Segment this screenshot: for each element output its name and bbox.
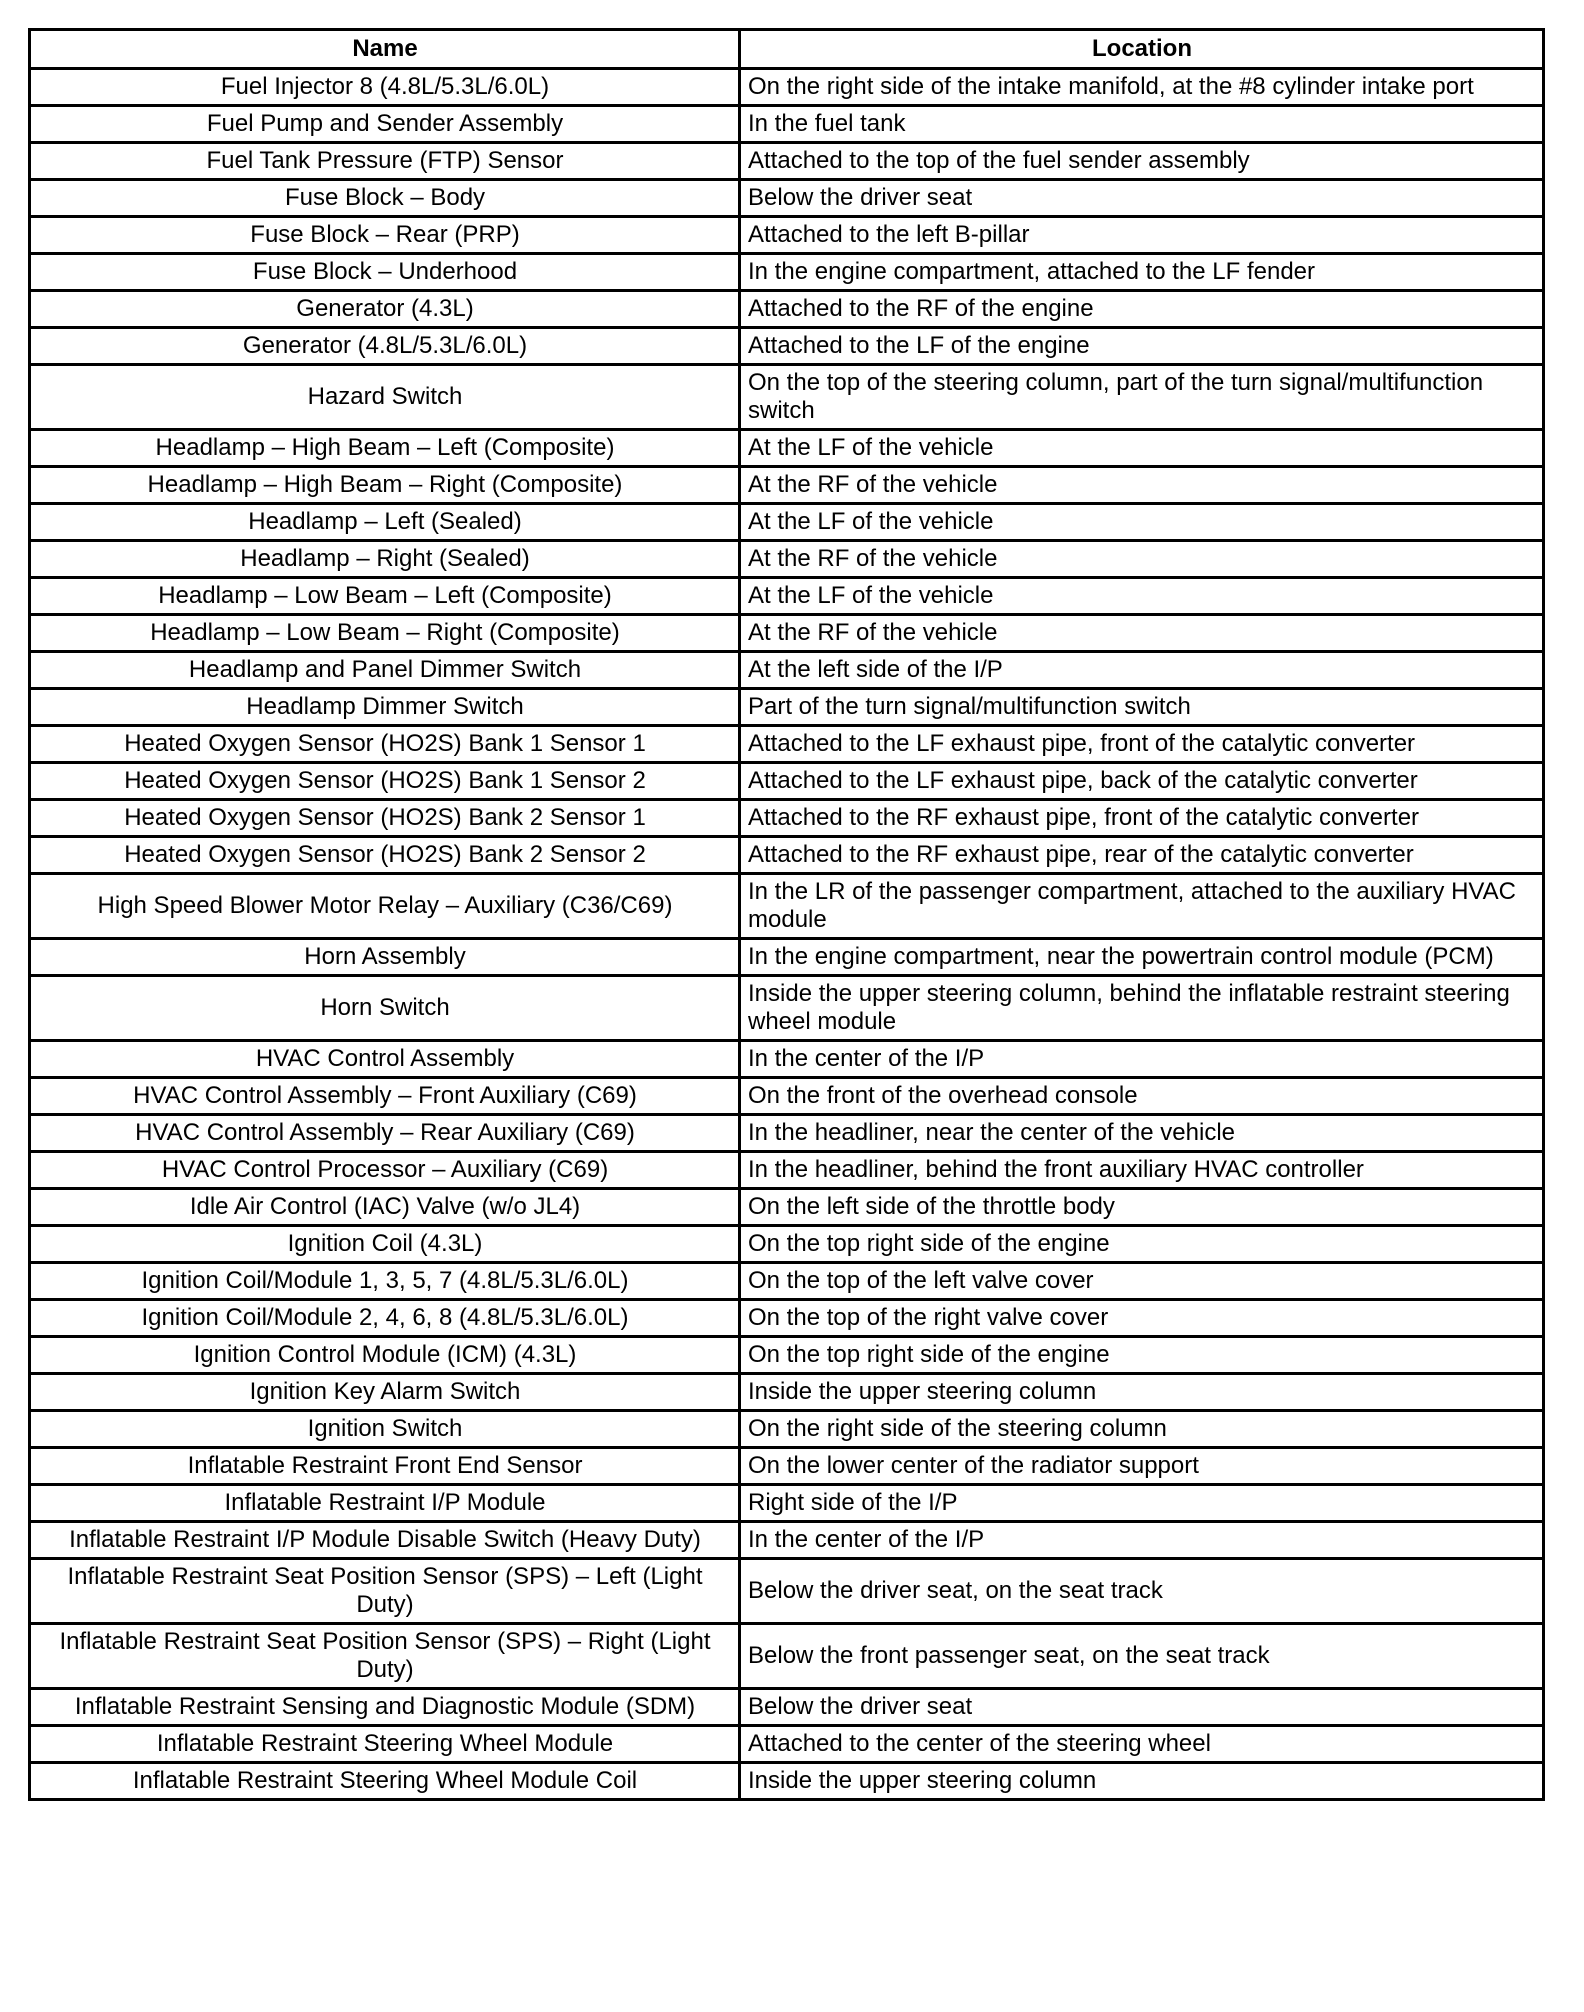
- table-row: [30, 217, 1544, 254]
- component-name-cell: Heated Oxygen Sensor (HO2S) Bank 1 Sensor 1: [30, 726, 740, 763]
- table-row: [30, 874, 1544, 939]
- table-row: [30, 1689, 1544, 1726]
- component-name-cell: Hazard Switch: [30, 365, 740, 430]
- component-location-cell: On the left side of the throttle body: [740, 1189, 1544, 1226]
- component-location-table-container: [28, 28, 1542, 1801]
- table-row: [30, 1078, 1544, 1115]
- component-location-cell: Inside the upper steering column, behind the inflatable restraint steering wheel module: [740, 976, 1544, 1041]
- component-location-cell: In the headliner, behind the front auxiliary HVAC controller: [740, 1152, 1544, 1189]
- component-name-cell: Ignition Coil/Module 2, 4, 6, 8 (4.8L/5.3L/6.0L): [30, 1300, 740, 1337]
- component-location-cell: On the front of the overhead console: [740, 1078, 1544, 1115]
- component-location-cell: Attached to the RF exhaust pipe, front of the catalytic converter: [740, 800, 1544, 837]
- table-row: [30, 652, 1544, 689]
- component-location-cell: In the engine compartment, near the powertrain control module (PCM): [740, 939, 1544, 976]
- component-location-cell: Part of the turn signal/multifunction switch: [740, 689, 1544, 726]
- component-name-cell: Ignition Coil/Module 1, 3, 5, 7 (4.8L/5.3L/6.0L): [30, 1263, 740, 1300]
- component-name-cell: Headlamp – Right (Sealed): [30, 541, 740, 578]
- component-location-cell: On the top of the left valve cover: [740, 1263, 1544, 1300]
- table-row: [30, 291, 1544, 328]
- component-location-cell: Below the driver seat: [740, 1689, 1544, 1726]
- component-location-cell: Attached to the RF of the engine: [740, 291, 1544, 328]
- table-row: [30, 69, 1544, 106]
- component-name-cell: High Speed Blower Motor Relay – Auxiliary (C36/C69): [30, 874, 740, 939]
- table-row: [30, 615, 1544, 652]
- component-name-cell: Horn Switch: [30, 976, 740, 1041]
- table-header-row: [30, 30, 1544, 69]
- component-location-cell: Below the driver seat, on the seat track: [740, 1559, 1544, 1624]
- table-row: [30, 1763, 1544, 1800]
- component-location-table: [28, 28, 1545, 1801]
- component-name-cell: Ignition Coil (4.3L): [30, 1226, 740, 1263]
- table-row: [30, 1559, 1544, 1624]
- column-header-name: Name: [30, 30, 740, 69]
- component-location-cell: At the LF of the vehicle: [740, 504, 1544, 541]
- table-row: [30, 1522, 1544, 1559]
- table-row: [30, 726, 1544, 763]
- component-name-cell: Fuse Block – Rear (PRP): [30, 217, 740, 254]
- component-location-cell: Attached to the LF of the engine: [740, 328, 1544, 365]
- table-row: [30, 143, 1544, 180]
- table-row: [30, 328, 1544, 365]
- component-location-cell: In the headliner, near the center of the vehicle: [740, 1115, 1544, 1152]
- component-name-cell: Headlamp – Low Beam – Left (Composite): [30, 578, 740, 615]
- component-location-cell: On the top of the right valve cover: [740, 1300, 1544, 1337]
- component-name-cell: Inflatable Restraint Sensing and Diagnostic Module (SDM): [30, 1689, 740, 1726]
- component-location-cell: Below the front passenger seat, on the seat track: [740, 1624, 1544, 1689]
- table-row: [30, 541, 1544, 578]
- component-location-cell: In the fuel tank: [740, 106, 1544, 143]
- component-location-cell: Inside the upper steering column: [740, 1763, 1544, 1800]
- component-name-cell: Headlamp – Low Beam – Right (Composite): [30, 615, 740, 652]
- component-name-cell: Fuel Injector 8 (4.8L/5.3L/6.0L): [30, 69, 740, 106]
- column-header-location: Location: [740, 30, 1544, 69]
- component-name-cell: Heated Oxygen Sensor (HO2S) Bank 2 Sensor 1: [30, 800, 740, 837]
- table-row: [30, 504, 1544, 541]
- table-row: [30, 1226, 1544, 1263]
- component-location-cell: Inside the upper steering column: [740, 1374, 1544, 1411]
- component-location-cell: At the RF of the vehicle: [740, 541, 1544, 578]
- table-row: [30, 1041, 1544, 1078]
- component-name-cell: HVAC Control Processor – Auxiliary (C69): [30, 1152, 740, 1189]
- table-row: [30, 365, 1544, 430]
- component-name-cell: Headlamp and Panel Dimmer Switch: [30, 652, 740, 689]
- component-name-cell: Heated Oxygen Sensor (HO2S) Bank 2 Sensor 2: [30, 837, 740, 874]
- table-row: [30, 1189, 1544, 1226]
- table-row: [30, 1411, 1544, 1448]
- table-row: [30, 763, 1544, 800]
- table-row: [30, 837, 1544, 874]
- table-row: [30, 578, 1544, 615]
- component-name-cell: Ignition Switch: [30, 1411, 740, 1448]
- component-name-cell: Horn Assembly: [30, 939, 740, 976]
- component-name-cell: HVAC Control Assembly – Rear Auxiliary (C69): [30, 1115, 740, 1152]
- component-location-cell: At the RF of the vehicle: [740, 467, 1544, 504]
- table-row: [30, 1263, 1544, 1300]
- table-row: [30, 1726, 1544, 1763]
- table-row: [30, 1337, 1544, 1374]
- component-name-cell: Ignition Key Alarm Switch: [30, 1374, 740, 1411]
- table-body: [30, 69, 1544, 1800]
- component-name-cell: Headlamp – High Beam – Right (Composite): [30, 467, 740, 504]
- table-row: [30, 1374, 1544, 1411]
- component-location-cell: At the left side of the I/P: [740, 652, 1544, 689]
- component-location-cell: In the LR of the passenger compartment, attached to the auxiliary HVAC module: [740, 874, 1544, 939]
- component-location-cell: On the right side of the steering column: [740, 1411, 1544, 1448]
- component-location-cell: In the engine compartment, attached to the LF fender: [740, 254, 1544, 291]
- component-location-cell: In the center of the I/P: [740, 1041, 1544, 1078]
- table-row: [30, 800, 1544, 837]
- component-name-cell: Idle Air Control (IAC) Valve (w/o JL4): [30, 1189, 740, 1226]
- component-name-cell: Heated Oxygen Sensor (HO2S) Bank 1 Sensor 2: [30, 763, 740, 800]
- component-location-cell: At the RF of the vehicle: [740, 615, 1544, 652]
- component-location-cell: Attached to the center of the steering wheel: [740, 1726, 1544, 1763]
- component-name-cell: Fuse Block – Underhood: [30, 254, 740, 291]
- component-name-cell: Inflatable Restraint Steering Wheel Module Coil: [30, 1763, 740, 1800]
- component-location-cell: On the top right side of the engine: [740, 1226, 1544, 1263]
- table-row: [30, 430, 1544, 467]
- component-name-cell: Inflatable Restraint Seat Position Sensor (SPS) – Right (Light Duty): [30, 1624, 740, 1689]
- component-location-cell: Attached to the LF exhaust pipe, front of the catalytic converter: [740, 726, 1544, 763]
- component-name-cell: Headlamp – High Beam – Left (Composite): [30, 430, 740, 467]
- table-row: [30, 939, 1544, 976]
- component-location-cell: At the LF of the vehicle: [740, 430, 1544, 467]
- component-location-cell: On the top of the steering column, part of the turn signal/multifunction switch: [740, 365, 1544, 430]
- component-name-cell: Fuse Block – Body: [30, 180, 740, 217]
- table-row: [30, 1115, 1544, 1152]
- component-location-cell: In the center of the I/P: [740, 1522, 1544, 1559]
- component-name-cell: Generator (4.8L/5.3L/6.0L): [30, 328, 740, 365]
- table-row: [30, 180, 1544, 217]
- component-name-cell: Inflatable Restraint Seat Position Sensor (SPS) – Left (Light Duty): [30, 1559, 740, 1624]
- table-row: [30, 106, 1544, 143]
- table-row: [30, 1624, 1544, 1689]
- component-location-cell: Below the driver seat: [740, 180, 1544, 217]
- component-name-cell: Inflatable Restraint I/P Module: [30, 1485, 740, 1522]
- component-name-cell: Headlamp Dimmer Switch: [30, 689, 740, 726]
- table-row: [30, 1448, 1544, 1485]
- component-name-cell: Generator (4.3L): [30, 291, 740, 328]
- table-row: [30, 254, 1544, 291]
- table-row: [30, 689, 1544, 726]
- component-location-cell: On the top right side of the engine: [740, 1337, 1544, 1374]
- component-location-cell: At the LF of the vehicle: [740, 578, 1544, 615]
- component-location-cell: On the lower center of the radiator support: [740, 1448, 1544, 1485]
- table-row: [30, 1485, 1544, 1522]
- component-name-cell: Fuel Tank Pressure (FTP) Sensor: [30, 143, 740, 180]
- component-location-cell: Right side of the I/P: [740, 1485, 1544, 1522]
- component-location-cell: Attached to the left B-pillar: [740, 217, 1544, 254]
- component-name-cell: Inflatable Restraint Steering Wheel Module: [30, 1726, 740, 1763]
- component-name-cell: Inflatable Restraint Front End Sensor: [30, 1448, 740, 1485]
- component-name-cell: HVAC Control Assembly: [30, 1041, 740, 1078]
- component-location-cell: Attached to the RF exhaust pipe, rear of the catalytic converter: [740, 837, 1544, 874]
- table-row: [30, 467, 1544, 504]
- component-name-cell: Fuel Pump and Sender Assembly: [30, 106, 740, 143]
- component-location-cell: On the right side of the intake manifold, at the #8 cylinder intake port: [740, 69, 1544, 106]
- table-row: [30, 1152, 1544, 1189]
- component-name-cell: HVAC Control Assembly – Front Auxiliary (C69): [30, 1078, 740, 1115]
- component-name-cell: Headlamp – Left (Sealed): [30, 504, 740, 541]
- component-name-cell: Ignition Control Module (ICM) (4.3L): [30, 1337, 740, 1374]
- component-name-cell: Inflatable Restraint I/P Module Disable Switch (Heavy Duty): [30, 1522, 740, 1559]
- table-row: [30, 1300, 1544, 1337]
- component-location-cell: Attached to the LF exhaust pipe, back of the catalytic converter: [740, 763, 1544, 800]
- table-row: [30, 976, 1544, 1041]
- component-location-cell: Attached to the top of the fuel sender assembly: [740, 143, 1544, 180]
